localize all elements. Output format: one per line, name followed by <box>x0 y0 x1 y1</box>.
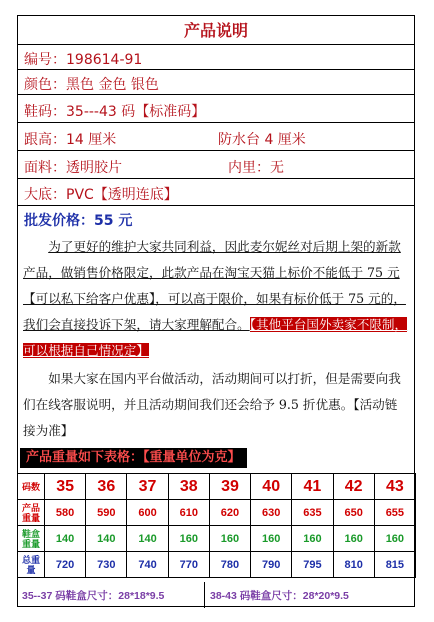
weight-cell: 815 <box>374 552 415 578</box>
promotion-paragraph <box>23 366 409 444</box>
weight-cell: 655 <box>374 500 415 526</box>
table-row <box>18 526 416 552</box>
weight-cell: 160 <box>168 526 209 552</box>
weight-cell: 610 <box>168 500 209 526</box>
box-size-footer <box>18 582 414 608</box>
pricing-policy-paragraph <box>23 234 409 364</box>
product-colors: 颜色：黑色 金色 银色 <box>24 77 159 93</box>
weight-cell: 620 <box>209 500 250 526</box>
weight-table-header: 产品重量如下表格：【重量单位为克】 <box>20 448 247 468</box>
weight-cell: 160 <box>209 526 250 552</box>
table-row <box>18 552 416 578</box>
weight-cell: 630 <box>251 500 292 526</box>
wholesale-price: 55 元 <box>94 213 133 229</box>
material: 面料：透明胶片 <box>24 160 122 176</box>
sole-row <box>18 179 414 206</box>
size-cell: 40 <box>251 474 292 500</box>
size-label: 码数 <box>18 474 45 500</box>
weight-cell: 790 <box>251 552 292 578</box>
weight-cell: 600 <box>127 500 168 526</box>
table-row <box>18 474 416 500</box>
heel-row <box>18 123 414 151</box>
policy-highlight: 【其他平台国外卖家不限制，可以根据自己情况定】 <box>23 317 408 358</box>
total-weight-label: 总重量 <box>18 552 45 578</box>
weight-cell: 140 <box>86 526 127 552</box>
weight-cell: 795 <box>292 552 333 578</box>
weight-cell: 780 <box>209 552 250 578</box>
colors-row <box>18 70 414 95</box>
weight-cell: 590 <box>86 500 127 526</box>
weight-table <box>17 473 416 578</box>
wholesale-price-line <box>24 210 132 230</box>
policy-text: 为了更好的维护大家共同利益，因此麦尔妮丝对后期上架的新款产品，做销售价格限定，此款产品在淘宝天猫上标价不能低于 75 元【可以私下给客户优惠】，可以高于限价，如果有标价低于 75 元的，我们会直接投诉下架，请大家理解配合。 <box>23 239 406 332</box>
product-size: 鞋码：35---43 码【标准码】 <box>24 104 206 120</box>
box-size-large: 38-43 码鞋盒尺寸：28*20*9.5 <box>210 590 349 602</box>
code-row <box>18 45 414 70</box>
table-row <box>18 500 416 526</box>
promotion-text: 如果大家在国内平台做活动，活动期间可以打折，但是需要向我们在线客服说明，并且活动期间我们还会给予 9.5 折优惠。【活动链接为准】 <box>23 371 401 438</box>
wholesale-label: 批发价格： <box>24 213 94 229</box>
weight-cell: 635 <box>292 500 333 526</box>
weight-cell: 140 <box>45 526 86 552</box>
size-cell: 43 <box>374 474 415 500</box>
product-weight-label: 产品重量 <box>18 500 45 526</box>
size-cell: 39 <box>209 474 250 500</box>
weight-cell: 580 <box>45 500 86 526</box>
size-cell: 42 <box>333 474 374 500</box>
weight-cell: 650 <box>333 500 374 526</box>
weight-cell: 160 <box>251 526 292 552</box>
box-size-small: 35--37 码鞋盒尺寸：28*18*9.5 <box>22 590 165 602</box>
sole: 大底：PVC【透明连底】 <box>24 187 178 203</box>
weight-cell: 160 <box>374 526 415 552</box>
material-row <box>18 151 414 179</box>
size-cell: 35 <box>45 474 86 500</box>
weight-cell: 740 <box>127 552 168 578</box>
weight-cell: 770 <box>168 552 209 578</box>
size-cell: 37 <box>127 474 168 500</box>
size-cell: 41 <box>292 474 333 500</box>
sheet-title: 产品说明 <box>18 16 414 45</box>
box-weight-label: 鞋盒重量 <box>18 526 45 552</box>
weight-cell: 810 <box>333 552 374 578</box>
weight-cell: 730 <box>86 552 127 578</box>
weight-cell: 140 <box>127 526 168 552</box>
size-row <box>18 95 414 123</box>
lining: 内里：无 <box>228 160 284 176</box>
weight-cell: 160 <box>333 526 374 552</box>
weight-cell: 720 <box>45 552 86 578</box>
size-cell: 36 <box>86 474 127 500</box>
product-sheet <box>17 15 415 607</box>
product-code: 编号：198614-91 <box>24 52 143 68</box>
weight-cell: 160 <box>292 526 333 552</box>
heel-height: 跟高：14 厘米 <box>24 132 117 148</box>
size-cell: 38 <box>168 474 209 500</box>
footer-divider <box>204 582 205 608</box>
platform-height: 防水台 4 厘米 <box>218 132 306 148</box>
